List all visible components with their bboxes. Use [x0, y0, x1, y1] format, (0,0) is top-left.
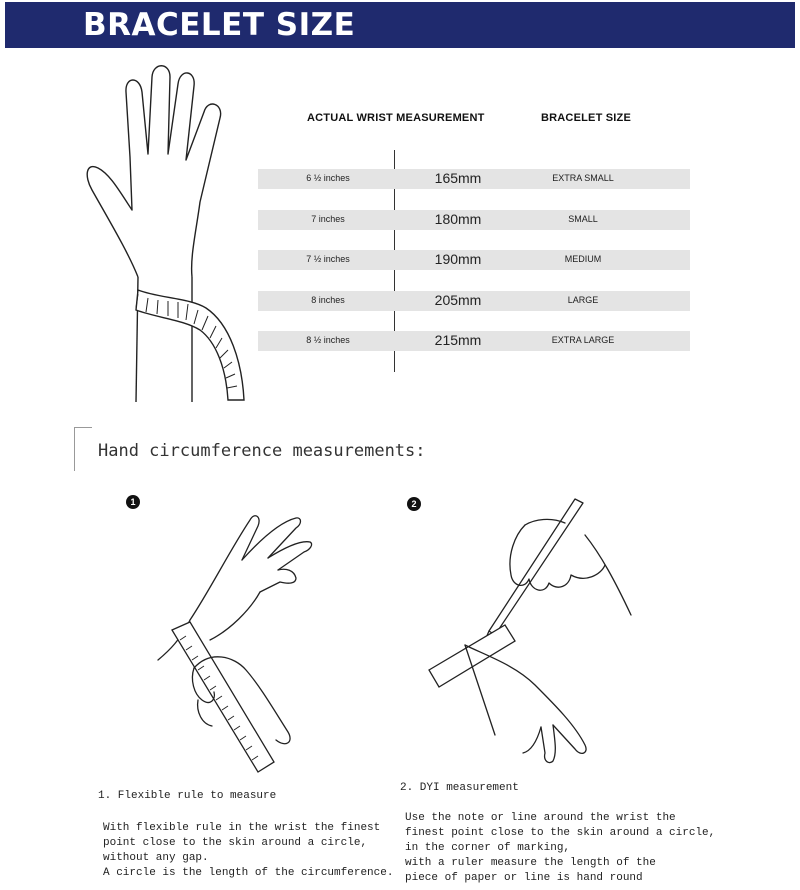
row-mm: 190mm: [434, 251, 482, 267]
row-inches: 8 inches: [311, 295, 345, 305]
table-row: [258, 291, 690, 311]
step-1-title: 1. Flexible rule to measure: [98, 790, 277, 802]
row-size: EXTRA SMALL: [552, 173, 614, 183]
flexible-tape: [172, 622, 274, 772]
row-size: LARGE: [567, 295, 599, 305]
paper-strip: [429, 625, 515, 687]
row-mm: 165mm: [434, 170, 482, 186]
step-2-line: piece of paper or line is hand round: [405, 872, 643, 884]
step-2-line: in the corner of marking,: [405, 842, 571, 854]
row-mm: 215mm: [434, 332, 482, 348]
page-title: BRACELET SIZE: [83, 7, 356, 43]
section-title: Hand circumference measurements:: [98, 441, 426, 461]
table-row: [258, 210, 690, 230]
dyi-measurement-illustration: [425, 495, 645, 770]
hand-tape-illustration: [80, 62, 260, 407]
step-1-line: point close to the skin around a circle,: [103, 837, 368, 849]
row-size: SMALL: [568, 214, 598, 224]
flexible-rule-illustration: [150, 500, 320, 780]
row-inches: 8 ½ inches: [306, 335, 350, 345]
wrist-measurement-header: ACTUAL WRIST MEASUREMENT: [307, 112, 485, 124]
step-2-title: 2. DYI measurement: [400, 782, 519, 794]
title-banner: [5, 2, 795, 48]
step-2-line: Use the note or line around the wrist the: [405, 812, 676, 824]
step-1-line: without any gap.: [103, 852, 209, 864]
step-2-number-icon: 2: [407, 497, 421, 511]
row-inches: 7 inches: [311, 214, 345, 224]
step-1-description: [103, 821, 403, 881]
step-2-description: [405, 811, 716, 886]
row-inches: 7 ½ inches: [306, 254, 350, 264]
row-size: MEDIUM: [564, 254, 602, 264]
bracelet-size-header: BRACELET SIZE: [541, 112, 631, 124]
row-inches: 6 ½ inches: [306, 173, 350, 183]
step-2-line: with a ruler measure the length of the: [405, 857, 656, 869]
row-mm: 180mm: [434, 211, 482, 227]
table-row: [258, 250, 690, 270]
table-row: [258, 169, 690, 189]
table-row: [258, 331, 690, 351]
step-1-line: With flexible rule in the wrist the finest: [103, 822, 381, 834]
measuring-tape: [136, 290, 244, 400]
row-size: EXTRA LARGE: [551, 335, 615, 345]
step-1-number-icon: 1: [126, 495, 140, 509]
section-corner-mark: [74, 427, 92, 471]
step-2-line: finest point close to the skin around a circle,: [405, 827, 716, 839]
row-mm: 205mm: [434, 292, 482, 308]
step-1-line: A circle is the length of the circumference.: [103, 867, 394, 879]
